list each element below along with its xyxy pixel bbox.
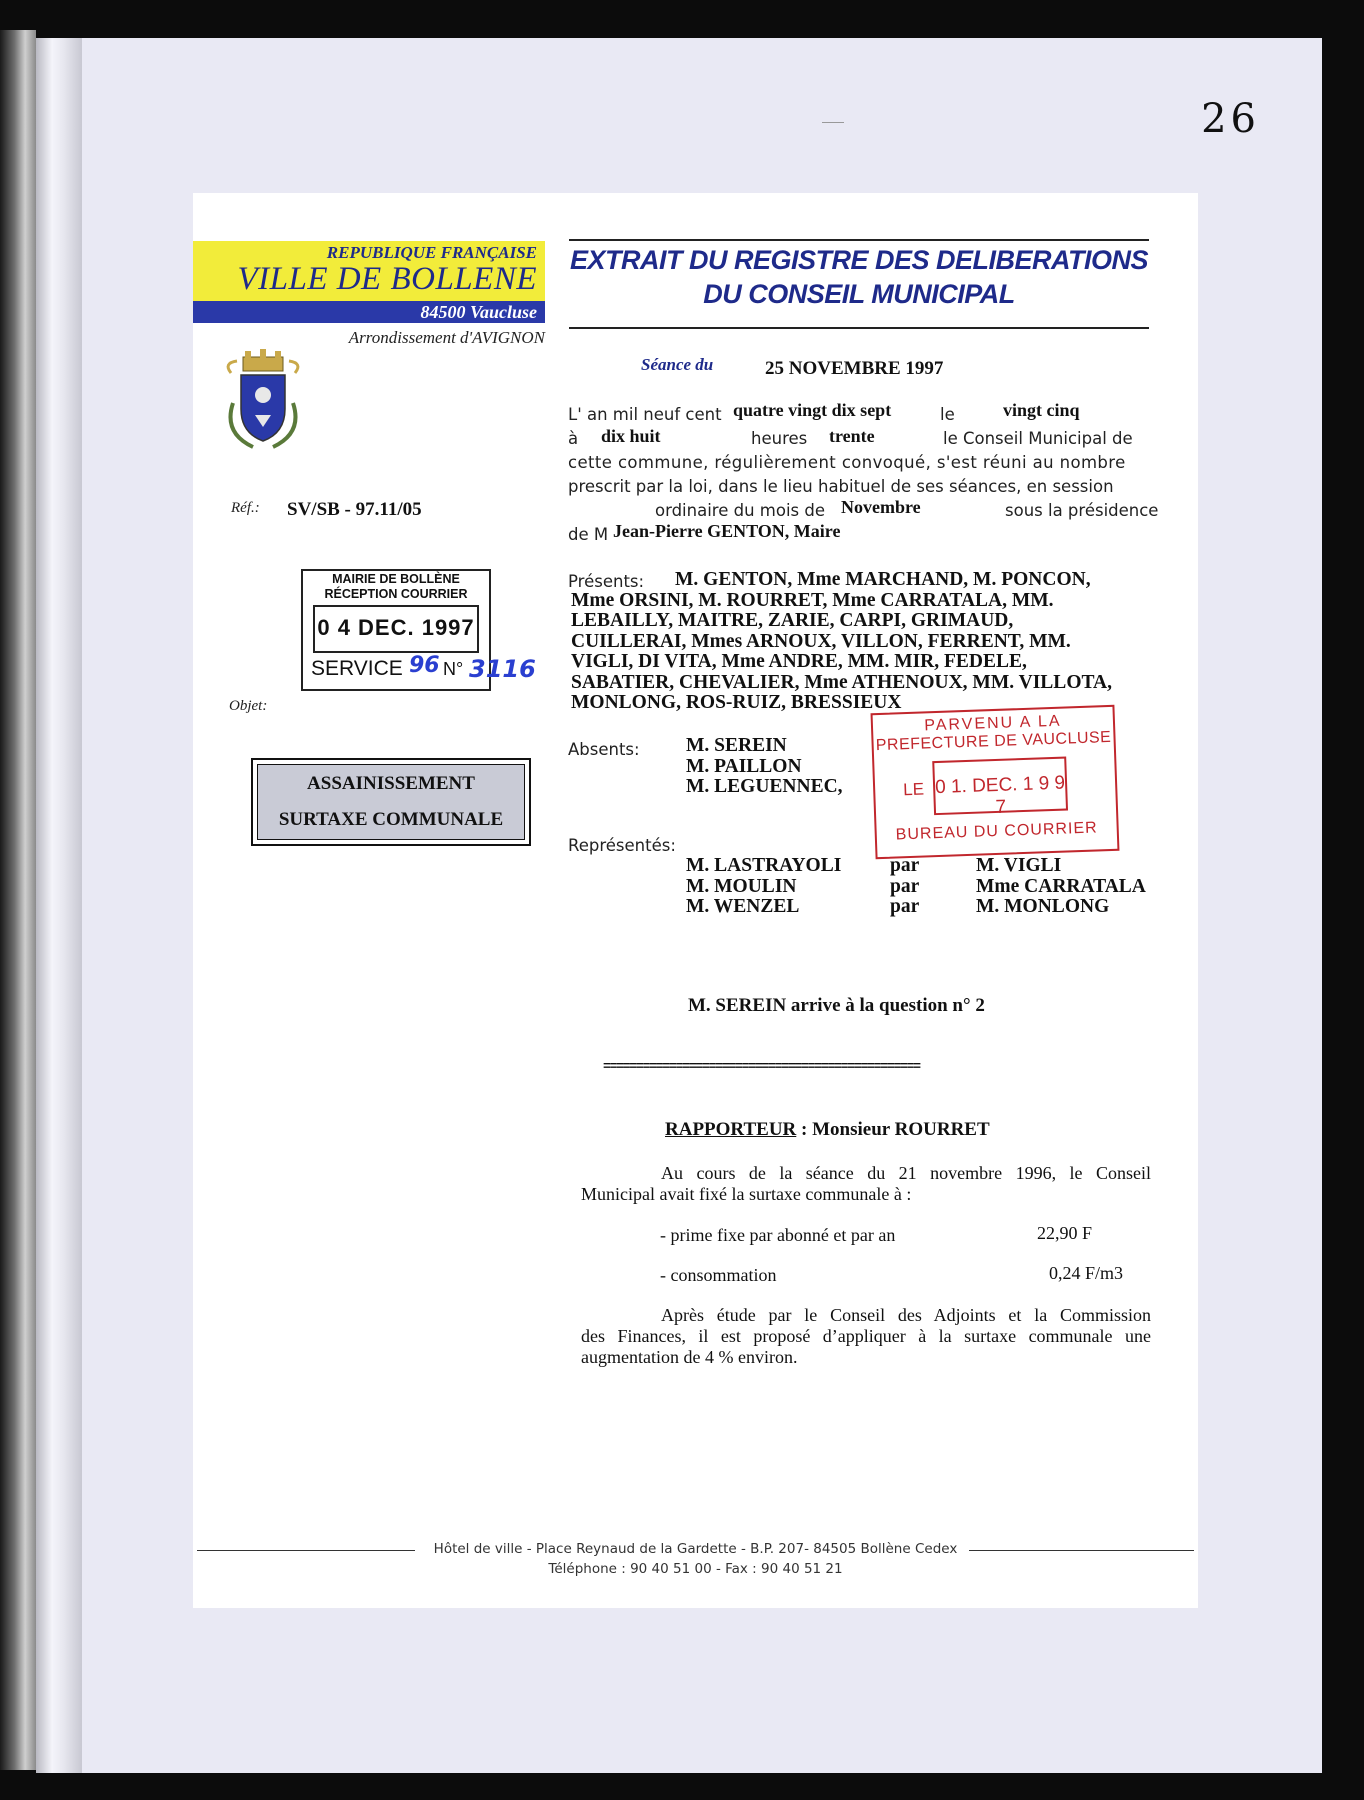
- body-p1-line2: Municipal avait fixé la surtaxe communale à :: [581, 1184, 912, 1204]
- opening-text-3: cette commune, régulièrement convoqué, s'est réuni au nombre: [568, 453, 1126, 472]
- absent-name: M. LEGUENNEC,: [686, 776, 843, 797]
- representes-list: [686, 856, 1166, 918]
- presents-line: CUILLERAI, Mmes ARNOUX, VILLON, FERRENT, MM.: [571, 630, 1071, 652]
- stamp-pref-line-3: BUREAU DU COURRIER: [895, 819, 1098, 844]
- page-number: 26: [1201, 96, 1260, 142]
- opening-minutes: trente: [829, 426, 875, 446]
- represente-par: par: [890, 896, 920, 917]
- stamp-mairie-line-1: MAIRIE DE BOLLÈNE: [332, 572, 460, 586]
- header-banner-yellow: [193, 241, 545, 301]
- rapporteur-line: [665, 1119, 990, 1141]
- title-line-1: EXTRAIT DU REGISTRE DES DELIBERATIONS: [569, 245, 1149, 275]
- body-item2-value: 0,24 F/m3: [1049, 1263, 1124, 1283]
- opening-text-7: de M: [568, 525, 609, 544]
- binder-spine: [36, 38, 84, 1773]
- republique-label: REPUBLIQUE FRANÇAISE: [326, 243, 537, 262]
- represente-name: M. MOULIN: [686, 875, 797, 897]
- represente-proxy: Mme CARRATALA: [976, 875, 1146, 897]
- presents-line: VIGLI, DI VITA, Mme ANDRE, MM. MIR, FEDELE,: [571, 651, 1027, 672]
- represente-par: par: [890, 855, 920, 876]
- objet-label: Objet:: [229, 698, 268, 714]
- rapporteur-sep: :: [796, 1119, 813, 1140]
- body-item2-label: - consommation: [660, 1265, 777, 1285]
- footer-phone: Téléphone : 90 40 51 00 - Fax : 90 40 51 21: [548, 1561, 843, 1577]
- seance-label: Séance du: [641, 355, 714, 374]
- ref-value: SV/SB - 97.11/05: [287, 499, 422, 520]
- represente-name: M. WENZEL: [686, 896, 800, 917]
- body-p2-line1: [581, 1305, 1151, 1326]
- title-rule-top: [569, 239, 1149, 241]
- document: [193, 193, 1198, 1608]
- absent-name: M. PAILLON: [686, 755, 802, 777]
- opening-heures: heures: [751, 429, 808, 448]
- title-line-2: DU CONSEIL MUNICIPAL: [703, 279, 1015, 309]
- opening-le: le: [940, 405, 955, 424]
- document-title: [563, 243, 1155, 311]
- seance-date: 25 NOVEMBRE 1997: [765, 358, 944, 379]
- body-p1-line1: [581, 1163, 1151, 1184]
- arrondissement-label: Arrondissement d'AVIGNON: [348, 328, 545, 347]
- presents-line: LEBAILLY, MAITRE, ZARIE, CARPI, GRIMAUD,: [571, 610, 1014, 631]
- stamp-prefecture: [871, 705, 1120, 859]
- body-item1-label: - prime fixe par abonné et par an: [660, 1225, 896, 1245]
- opening-month: Novembre: [841, 497, 921, 517]
- body-p2-line3: augmentation de 4 % environ.: [581, 1347, 798, 1367]
- footer-address: Hôtel de ville - Place Reynaud de la Gardette - B.P. 207- 84505 Bollène Cedex: [433, 1541, 958, 1557]
- stamp-mairie-numero-label: N°: [443, 659, 464, 679]
- opening-text-5: ordinaire du mois de: [655, 501, 826, 520]
- header-banner-blue: [193, 301, 545, 323]
- city-crest-icon: [223, 343, 303, 453]
- opening-president: Jean-Pierre GENTON, Maire: [613, 521, 841, 541]
- presents-line: MONLONG, ROS-RUIZ, BRESSIEUX: [571, 692, 902, 713]
- presents-line: SABATIER, CHEVALIER, Mme ATHENOUX, MM. VILLOTA,: [571, 671, 1113, 693]
- opening-text-1: L' an mil neuf cent: [568, 405, 722, 424]
- stamp-pref-date: 0 1. DEC. 1 9 9 7: [934, 772, 1066, 818]
- opening-a: à: [568, 429, 579, 448]
- rapporteur-label: RAPPORTEUR: [665, 1119, 797, 1140]
- objet-line-1: ASSAINISSEMENT: [307, 773, 475, 794]
- body-p2-line1-text: Après étude par le Conseil des Adjoints et la Commission: [661, 1305, 1151, 1325]
- stamp-mairie-date-box: [313, 605, 479, 653]
- rapporteur-name: Monsieur ROURRET: [812, 1119, 990, 1140]
- body-p1-line1-text: Au cours de la séance du 21 novembre 1996, le Conseil: [661, 1163, 1151, 1183]
- stamp-mairie-date: 0 4 DEC. 1997: [317, 615, 475, 640]
- opening-year: quatre vingt dix sept: [733, 400, 892, 420]
- represente-row: [686, 897, 1166, 918]
- stamp-pref-date-box: [932, 757, 1068, 816]
- opening-day: vingt cinq: [1003, 400, 1080, 420]
- opening-text-2: le Conseil Municipal de: [943, 429, 1133, 448]
- absents-label: Absents:: [568, 740, 640, 759]
- objet-inner: [257, 764, 525, 840]
- opening-text-4: prescrit par la loi, dans le lieu habituel de ses séances, en session: [568, 477, 1114, 496]
- stamp-pref-line-1: PARVENU A LA: [924, 712, 1062, 735]
- body-item1-value: 22,90 F: [1037, 1223, 1093, 1243]
- ville-label: VILLE DE BOLLENE: [237, 261, 537, 297]
- represente-par: par: [890, 875, 920, 897]
- body-p2-line2: des Finances, il est proposé d’appliquer à la surtaxe communale une: [581, 1326, 1151, 1346]
- represente-row: [686, 856, 1166, 877]
- objet-line-2: SURTAXE COMMUNALE: [278, 809, 504, 830]
- objet-box: [251, 758, 531, 846]
- absent-name: M. SEREIN: [686, 735, 787, 756]
- paper-mark: [822, 122, 844, 123]
- opening-text-6: sous la présidence: [1005, 501, 1159, 520]
- absents-list: [686, 736, 843, 798]
- arrival-note: M. SEREIN arrive à la question n° 2: [688, 995, 985, 1016]
- presents-line: M. GENTON, Mme MARCHAND, M. PONCON,: [675, 569, 1091, 590]
- stamp-mairie-line-2: RÉCEPTION COURRIER: [324, 587, 468, 601]
- opening-hour: dix huit: [601, 426, 661, 446]
- stamp-mairie-numero: 3116: [469, 655, 536, 683]
- stamp-pref-line-2: PREFECTURE DE VAUCLUSE: [875, 728, 1112, 755]
- binder-left-edge: [0, 30, 36, 1770]
- title-rule-bottom: [569, 327, 1149, 329]
- represente-proxy: M. VIGLI: [976, 855, 1062, 876]
- stamp-mairie-service: SERVICE: [311, 657, 403, 680]
- presents-label: Présents:: [568, 572, 645, 591]
- presents-line: Mme ORSINI, M. ROURRET, Mme CARRATALA, MM.: [571, 589, 1054, 611]
- represente-name: M. LASTRAYOLI: [686, 855, 842, 876]
- stamp-mairie-service-code: 96: [409, 653, 440, 678]
- stamp-mairie-reception: [301, 569, 536, 691]
- presents-list: [571, 570, 1191, 714]
- represente-row: [686, 877, 1166, 898]
- code-postal-label: 84500 Vaucluse: [420, 302, 537, 322]
- represente-proxy: M. MONLONG: [976, 896, 1110, 917]
- ref-label: Réf.:: [231, 500, 260, 516]
- stamp-pref-le: LE: [902, 779, 925, 800]
- separator: ================================================: [603, 1059, 920, 1074]
- representes-label: Représentés:: [568, 836, 676, 855]
